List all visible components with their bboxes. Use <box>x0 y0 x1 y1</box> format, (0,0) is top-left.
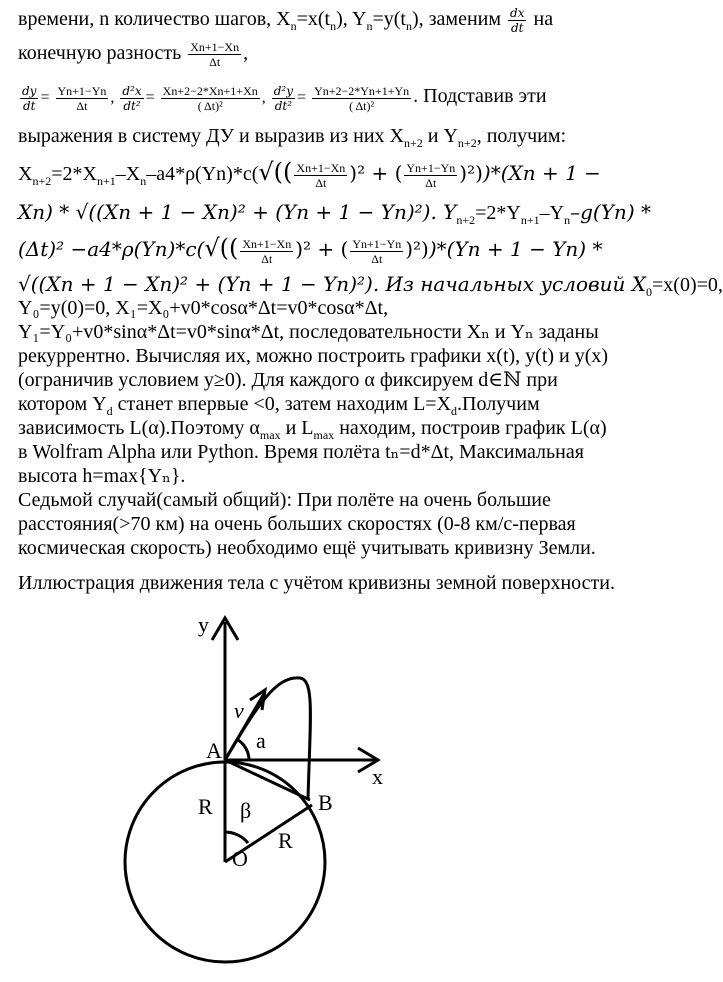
text-span: и L <box>280 417 314 439</box>
label-alpha: a <box>256 728 266 753</box>
chord-ab <box>225 760 310 800</box>
text-line-19: расстояния(>70 км) на очень больших скоростях (0-8 км/с-первая <box>18 513 576 535</box>
numerator: Xn+1−Xn <box>242 236 292 251</box>
text-span: .Получим <box>457 393 540 415</box>
text-span: =y(t <box>372 8 406 31</box>
text-span: , <box>261 89 266 107</box>
label-v: v <box>234 698 244 723</box>
fraction-second-diff-y <box>312 84 411 113</box>
text-span: X <box>18 163 33 185</box>
denominator: Δt <box>371 251 383 266</box>
earth-curvature-diagram <box>0 600 640 982</box>
numerator: Xn+2−2*Xn+1+Xn <box>162 84 258 98</box>
text-span: √((Xn + 1 − Xn)² + (Yn + 1 − Yn)²). Из начальных условий X <box>18 272 646 296</box>
subscript: n+2 <box>403 136 423 150</box>
fraction-diff-x <box>240 237 293 266</box>
denominator: Δt <box>315 175 327 190</box>
text-span: =2*X <box>51 163 97 185</box>
sqrt-sign: √(( <box>258 158 293 186</box>
text-span: . Подставив эти <box>413 85 547 108</box>
subscript: d <box>451 404 458 418</box>
numerator: Yn+2−2*Yn+1+Yn <box>314 84 410 98</box>
text-span: –a4*ρ(Yn)*c( <box>146 163 259 185</box>
text-span: )*(Xn + 1 − <box>482 161 601 185</box>
text-span: –X <box>115 163 141 185</box>
fraction-diff-x <box>294 161 347 190</box>
angle-beta-arc <box>225 832 248 843</box>
fraction-d2ydt2 <box>272 84 295 113</box>
denominator: Δt <box>425 175 437 190</box>
text-line-7 <box>18 200 651 232</box>
fraction-diff-x <box>188 40 241 69</box>
denominator: dt <box>22 99 36 113</box>
text-span: времени, n количество шагов, X <box>18 8 291 31</box>
fraction-dxdt <box>508 6 526 35</box>
text-line-5 <box>18 124 566 155</box>
text-line-12: рекуррентно. Вычисляя их, можно построить графики x(t), y(t) и y(x) <box>18 345 609 367</box>
denominator: dt <box>511 21 524 35</box>
text-line-18: Седьмой случай(самый общий): При полёте на очень большие <box>18 489 551 511</box>
subscript: max <box>259 428 281 442</box>
text-span: )²) <box>405 237 429 261</box>
denominator: ( Δt)² <box>349 99 375 113</box>
numerator: Yn+1−Yn <box>352 236 402 251</box>
numerator: Xn+1−Xn <box>296 160 346 175</box>
denominator: dt² <box>274 99 293 113</box>
subscript: n+1 <box>96 174 116 188</box>
text-span: конечную разность <box>18 42 182 65</box>
subscript: n+2 <box>456 213 476 227</box>
text-line-13: (ограничив условием y≥0). Для каждого α фиксируем d∈ℕ при <box>18 369 558 391</box>
angle-alpha-arc <box>238 740 249 760</box>
subscript: d <box>106 404 113 418</box>
numerator: Xn+1−Xn <box>190 40 240 54</box>
numerator: dy <box>22 84 37 98</box>
subscript: n <box>140 174 147 188</box>
subscript: n <box>405 19 412 34</box>
numerator: Yn+1−Yn <box>57 84 107 98</box>
label-a-point: A <box>206 738 222 763</box>
text-span: и Y <box>422 125 458 147</box>
text-span: на <box>533 8 554 31</box>
subscript: n <box>564 213 571 227</box>
text-span: станет впервые <0, затем находим L=X <box>112 393 452 415</box>
numerator: Yn+1−Yn <box>406 160 456 175</box>
numerator: dx <box>510 6 525 20</box>
text-span: =2*Y <box>475 202 521 224</box>
text-span: =x(t <box>296 8 331 31</box>
text-span: = <box>40 89 50 107</box>
text-span: –g(Yn) * <box>570 200 651 224</box>
numerator: d²y <box>273 84 294 98</box>
text-line-17: высота h=max{Yₙ}. <box>18 465 186 487</box>
fraction-diff-y <box>56 84 109 113</box>
formula-line <box>18 84 547 113</box>
sqrt-sign: √(( <box>204 234 239 262</box>
text-span: Xn) * √((Xn + 1 − Xn)² + (Yn + 1 − Yn)²). Y <box>18 200 457 224</box>
text-line-20: космическая скорость) необходимо ещё учитывать кривизну Земли. <box>18 537 596 559</box>
text-span: )² + ( <box>349 161 403 185</box>
text-line-9: √((Xn + 1 − Xn)² + (Yn + 1 − Yn)²). Из начальных условий $X_0=x(0)=0$, <box>18 272 723 299</box>
denominator: Δt <box>209 55 221 69</box>
text-line-10: Y₀=y(0)=0, X₁=X₀+v0*cosα*Δt=v0*cosα*Δt, <box>18 297 389 319</box>
text-span: )² + ( <box>295 237 349 261</box>
subscript: n <box>366 19 373 34</box>
text-span: ), Y <box>336 8 367 31</box>
subscript: max <box>313 428 335 442</box>
denominator: Δt <box>76 99 88 113</box>
subscript: n <box>330 19 337 34</box>
text-span: выражения в систему ДУ и выразив из них X <box>18 125 404 147</box>
subscript: n+2 <box>32 174 52 188</box>
denominator: Δt <box>261 251 273 266</box>
text-span: =x(0)=0, <box>652 274 723 296</box>
text-line-1 <box>18 6 553 38</box>
subscript: n+1 <box>520 213 540 227</box>
fraction-second-diff-x <box>161 84 260 113</box>
denominator: ( Δt)² <box>197 99 223 113</box>
label-o-center: O <box>232 846 248 871</box>
text-span: )*(Yn + 1 − Yn) * <box>428 237 603 261</box>
fraction-diff-y <box>350 237 403 266</box>
label-beta: β <box>240 798 252 823</box>
denominator: dt² <box>123 99 141 113</box>
fraction-diff-y <box>404 161 457 190</box>
fraction-dydt <box>20 84 38 113</box>
fraction-d2xdt2 <box>120 84 143 113</box>
text-span: находим, построив график L(α) <box>334 417 607 439</box>
text-span: , получим: <box>476 125 567 147</box>
subscript: n+2 <box>457 136 477 150</box>
text-line-16: в Wolfram Alpha или Python. Время полёта tₙ=d*Δt, Максимальная <box>18 441 584 463</box>
text-span: = <box>297 89 307 107</box>
label-radius-left: R <box>198 794 213 819</box>
formula-xn2 <box>18 160 601 193</box>
numerator: d²x <box>122 84 142 98</box>
text-span: , <box>243 42 249 65</box>
text-span: котором Y <box>18 393 107 415</box>
text-span: зависимость L(α).Поэтому α <box>18 417 260 439</box>
label-y: y <box>198 612 209 637</box>
subscript: n <box>290 19 297 34</box>
label-radius-right: R <box>278 828 293 853</box>
text-span: )²) <box>459 161 483 185</box>
text-span: –Y <box>539 202 565 224</box>
label-b-point: B <box>318 790 333 815</box>
label-x: x <box>372 764 383 789</box>
text-span: , <box>110 89 115 107</box>
text-line-11: Y₁=Y₀+v0*sinα*Δt=v0*sinα*Δt, последовательности Xₙ и Yₙ заданы <box>18 321 599 343</box>
text-line-2 <box>18 40 248 69</box>
text-span: ), заменим <box>411 8 502 31</box>
formula-yn2 <box>18 236 602 266</box>
text-span: (Δt)² −a4*ρ(Yn)*c( <box>18 237 205 261</box>
text-span: = <box>145 89 155 107</box>
figure-caption: Иллюстрация движения тела с учётом кривизны земной поверхности. <box>18 572 615 594</box>
